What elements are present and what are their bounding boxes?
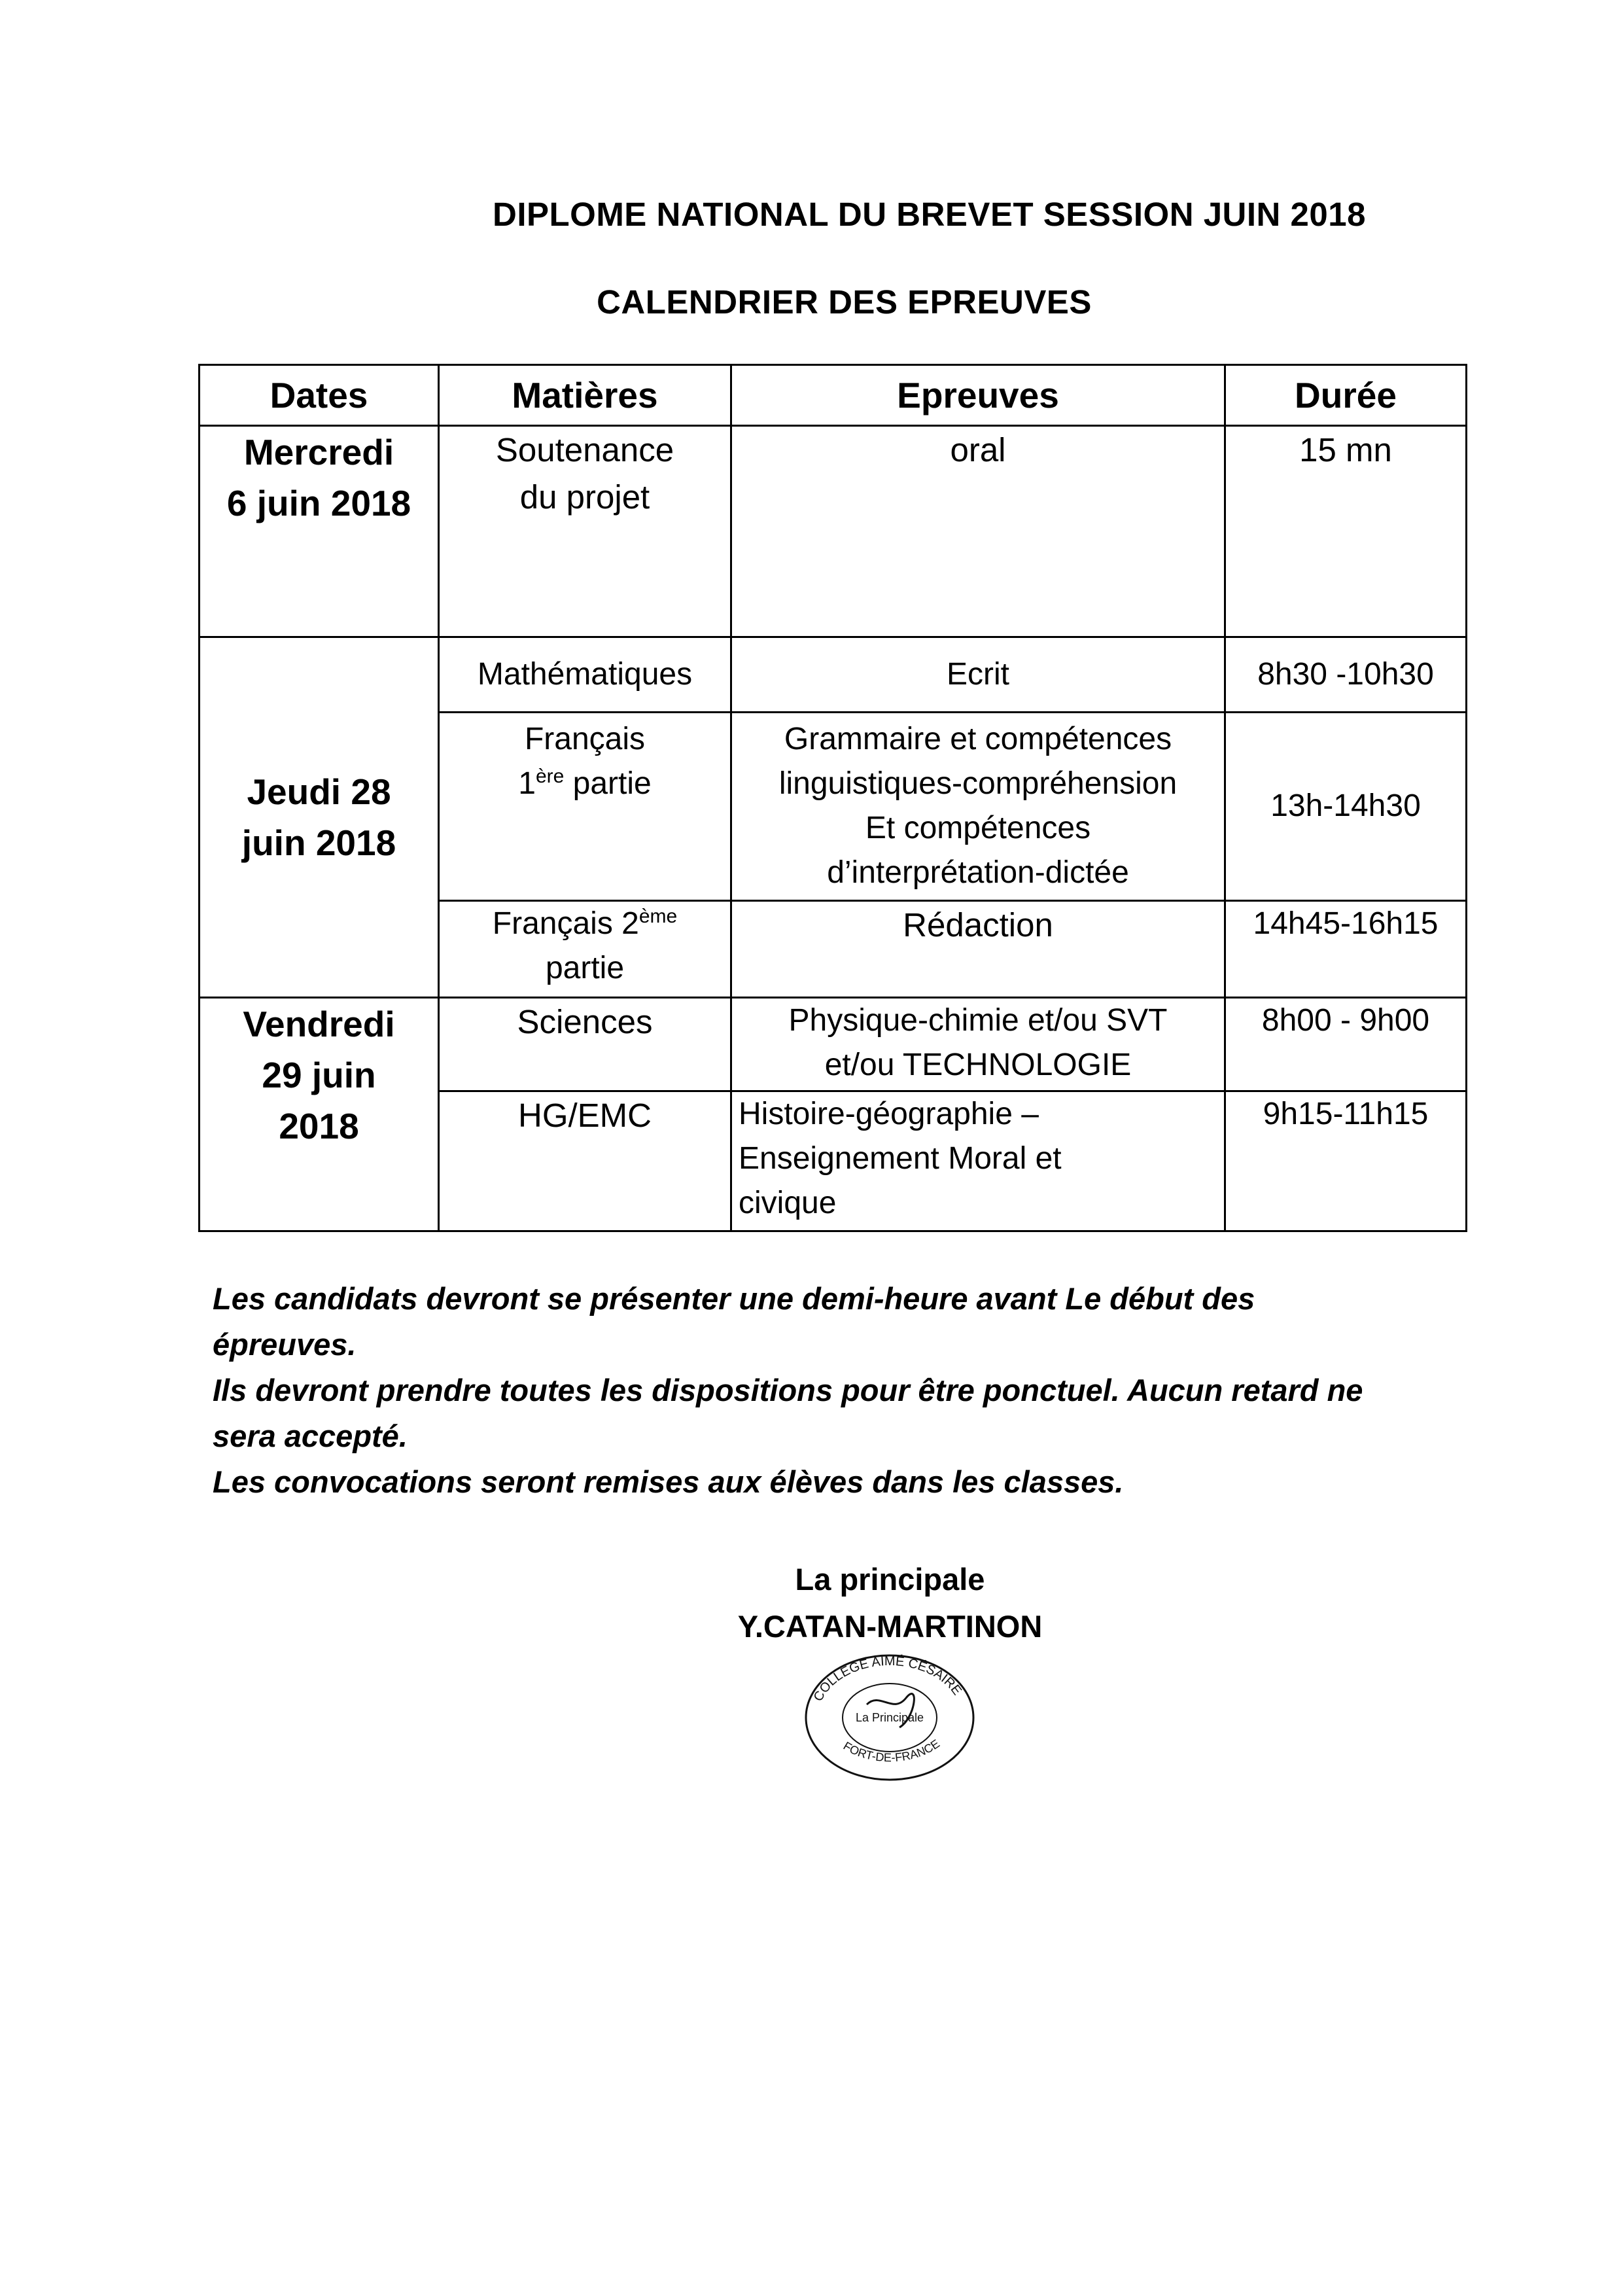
duration-cell: 15 mn [1225,426,1467,637]
date-cell [200,637,439,998]
exam-line: et/ou TECHNOLOGIE [824,1048,1132,1083]
exam-line: Histoire-géographie – [739,1097,1039,1131]
header-dates: Dates [200,365,439,426]
instruction-line: Les candidats devront se présenter une demi-heure avant Le début des [213,1281,1255,1316]
table-header-row [200,365,1467,426]
instruction-line: Les convocations seront remises aux élèves dans les classes. [213,1464,1124,1499]
exam-line: Grammaire et compétences [784,722,1172,756]
date-line: Mercredi [243,432,394,472]
school-stamp [801,1652,978,1783]
duration-cell: 13h-14h30 [1225,713,1467,901]
stamp-bottom-text: FORT-DE-FRANCE [841,1737,943,1765]
stamp-center-text: La Principale [855,1711,924,1724]
instruction-line: sera accepté. [213,1419,408,1453]
table-row [200,426,1467,637]
header-exams: Epreuves [731,365,1225,426]
table-row [200,637,1467,713]
exam-cell [731,998,1225,1091]
date-line: 6 juin 2018 [226,483,411,524]
duration-cell: 9h15-11h15 [1225,1091,1467,1231]
subject-line: du projet [519,478,650,516]
subject-line: Soutenance [495,431,674,468]
subject-line [446,762,724,806]
exam-calendar-table [198,364,1467,1232]
exam-cell: oral [731,426,1225,637]
date-line: 2018 [279,1106,359,1147]
signatory-name: Y.CATAN-MARTINON [737,1609,1043,1644]
document-title: DIPLOME NATIONAL DU BREVET SESSION JUIN 2018 [492,196,1367,233]
subject-line: Français [524,722,646,756]
subject-label: Français 2 [492,906,639,941]
subject-line [446,902,724,946]
duration-cell: 8h30 -10h30 [1225,637,1467,713]
stamp-top-text: COLLEGE AIMÉ CÉSAIRE [811,1653,965,1704]
exam-cell: Rédaction [731,901,1225,998]
instruction-line: épreuves. [213,1327,357,1362]
subject-cell: HG/EMC [439,1091,731,1231]
exam-line: civique [739,1186,837,1221]
subject-cell [439,901,731,998]
subject-part-label: partie [564,766,652,802]
exam-line: linguistiques-compréhension [778,766,1178,802]
header-subjects: Matières [439,365,731,426]
date-cell [200,426,439,637]
exam-line: Enseignement Moral et [739,1141,1062,1176]
exam-cell: Ecrit [731,637,1225,713]
exam-line: Et compétences [865,811,1091,846]
instructions-block [213,1276,1495,1505]
date-line: Vendredi [243,1004,395,1044]
subject-superscript: ème [638,906,678,927]
subject-cell [439,426,731,637]
date-line: juin 2018 [241,822,396,863]
duration-cell: 8h00 - 9h00 [1225,998,1467,1091]
table-row [200,998,1467,1091]
duration-cell: 14h45-16h15 [1225,901,1467,998]
exam-line: Physique-chimie et/ou SVT [788,1003,1168,1038]
subject-cell: Mathématiques [439,637,731,713]
date-line: 29 juin [262,1055,376,1096]
subject-superscript: ère [535,766,565,788]
subject-part-number: 1 [518,766,536,802]
instruction-line: Ils devront prendre toutes les dispositions pour être ponctuel. Aucun retard ne [213,1373,1363,1407]
subject-cell [439,713,731,901]
exam-cell [731,713,1225,901]
exam-line: d’interprétation-dictée [827,855,1129,891]
signatory-role: La principale [795,1562,985,1597]
date-cell [200,998,439,1231]
subject-line: partie [545,951,625,986]
date-line: Jeudi 28 [247,771,391,812]
header-duration: Durée [1225,365,1467,426]
exam-cell [731,1091,1225,1231]
document-subtitle: CALENDRIER DES EPREUVES [597,283,1092,321]
subject-cell: Sciences [439,998,731,1091]
svg-text:COLLEGE AIMÉ CÉSAIRE [811,1653,965,1704]
